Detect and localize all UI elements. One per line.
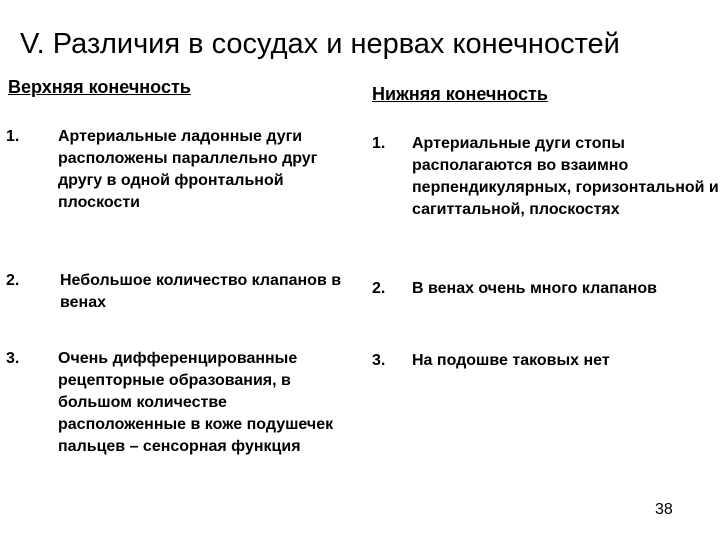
lower-limb-heading: Нижняя конечность xyxy=(372,84,548,104)
list-item-text: В венах очень много клапанов xyxy=(412,280,657,297)
list-item-text: Небольшое количество клапанов в венах xyxy=(60,272,342,311)
list-item-number: 2. xyxy=(6,272,20,289)
list-item-number: 1. xyxy=(6,128,20,145)
list-item-text: На подошве таковых нет xyxy=(412,352,610,369)
list-item-number: 1. xyxy=(372,135,386,152)
page-number: 38 xyxy=(655,501,673,518)
list-item-text: Очень дифференцированные рецепторные образования, в большом количестве расположенные в коже подушечек пальцев – сенсорная функция xyxy=(58,350,334,455)
upper-limb-heading: Верхняя конечность xyxy=(8,77,191,97)
list-item-number: 3. xyxy=(372,352,386,369)
list-item-number: 2. xyxy=(372,280,386,297)
slide-title: V. Различия в сосудах и нервах конечностей xyxy=(20,28,620,60)
list-item-text: Артериальные дуги стопы располагаются во взаимно перпендикулярных, горизонтальной и сагиттальной, плоскостях xyxy=(412,135,719,218)
list-item-text: Артериальные ладонные дуги расположены параллельно друг другу в одной фронтальной плоскости xyxy=(58,128,318,211)
list-item-number: 3. xyxy=(6,350,20,367)
